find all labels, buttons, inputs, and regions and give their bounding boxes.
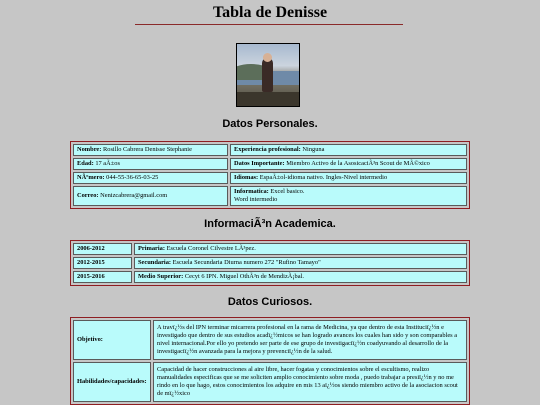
table-cell: Secundaria: Escuela Secundaria Diurna numero 272 "Rufino Tamayo" xyxy=(134,257,467,269)
table-cell: Idiomas: EspaÃ±ol-idioma nativo. Ingles-Nivel intermedio xyxy=(230,172,467,184)
table-cell: Correo: Nenizcabrera@gmail.com xyxy=(73,186,228,206)
table-row xyxy=(73,172,467,184)
table-row xyxy=(73,186,467,206)
table-cell: Experiencia profesional: Ninguna xyxy=(230,144,467,156)
table-row xyxy=(73,257,467,269)
table-row xyxy=(73,320,467,360)
table-cell: Informatica: Excel basico. Word intermedio xyxy=(230,186,467,206)
table-cell: Objetivo: xyxy=(73,320,151,360)
table-cell: Edad: 17 aÃ±os xyxy=(73,158,228,170)
table-cell: Habilidades/capacidades: xyxy=(73,362,151,402)
table-cell: Primaria: Escuela Coronel Cilvestre LÃ³pez. xyxy=(134,243,467,255)
table-cell: Medio Superior: Cecyt 6 IPN. Miguel OthÃ³n de MendizÃ¡bal. xyxy=(134,271,467,283)
table-cell: Nombre: Rosillo Cabrera Denisse Stephanie xyxy=(73,144,228,156)
page-title: Tabla de Denisse xyxy=(212,4,328,21)
personal-table xyxy=(70,141,470,209)
academic-heading: InformaciÃ³n Academica. xyxy=(204,218,336,230)
table-cell: NÃºmero: 044-55-36-65-03-25 xyxy=(73,172,228,184)
title-divider xyxy=(135,24,403,25)
curious-table xyxy=(70,317,470,405)
table-row xyxy=(73,271,467,283)
profile-photo xyxy=(236,43,300,107)
table-row xyxy=(73,158,467,170)
table-row xyxy=(73,362,467,402)
personal-heading: Datos Personales. xyxy=(222,118,318,130)
table-cell: Datos Importante: Miembro Activo de la AsosicaciÃ³n Scout de MÃ©xico xyxy=(230,158,467,170)
table-cell: A travï¿½s del IPN terminar micarrera profesional en la rama de Medicina, ya que dentro de esta Instituciï¿½n e investigado que dentro de sus estudios acadï¿½micos se han logrado avances los cuales han sido y son comparables a nivel internacional.Por ello yo pretendo ser parte de ese grupo de investigaciï¿½n coadyuvando al desarrollo de la investigaciï¿½n avanzada para la mejora y prevenciï¿½n de la salud. xyxy=(153,320,467,360)
table-cell: 2006-2012 xyxy=(73,243,132,255)
table-cell: 2015-2016 xyxy=(73,271,132,283)
table-row xyxy=(73,144,467,156)
table-cell: Capacidad de hacer construcciones al aire libre, hacer fogatas y conocimientos sobre el escultismo, realizo manualidades especificas que se me soliciten amplio conocimiento sobre moda , puedo trabajar a presiï¿½n y no me rindo en lo que hago, estos conocimientos los adquire en mis 13 aï¿½os siendo miembro activo de la asociacion scout de mï¿½xico xyxy=(153,362,467,402)
curious-heading: Datos Curiosos. xyxy=(227,296,313,308)
table-cell: 2012-2015 xyxy=(73,257,132,269)
table-row xyxy=(73,243,467,255)
academic-table xyxy=(70,240,470,286)
